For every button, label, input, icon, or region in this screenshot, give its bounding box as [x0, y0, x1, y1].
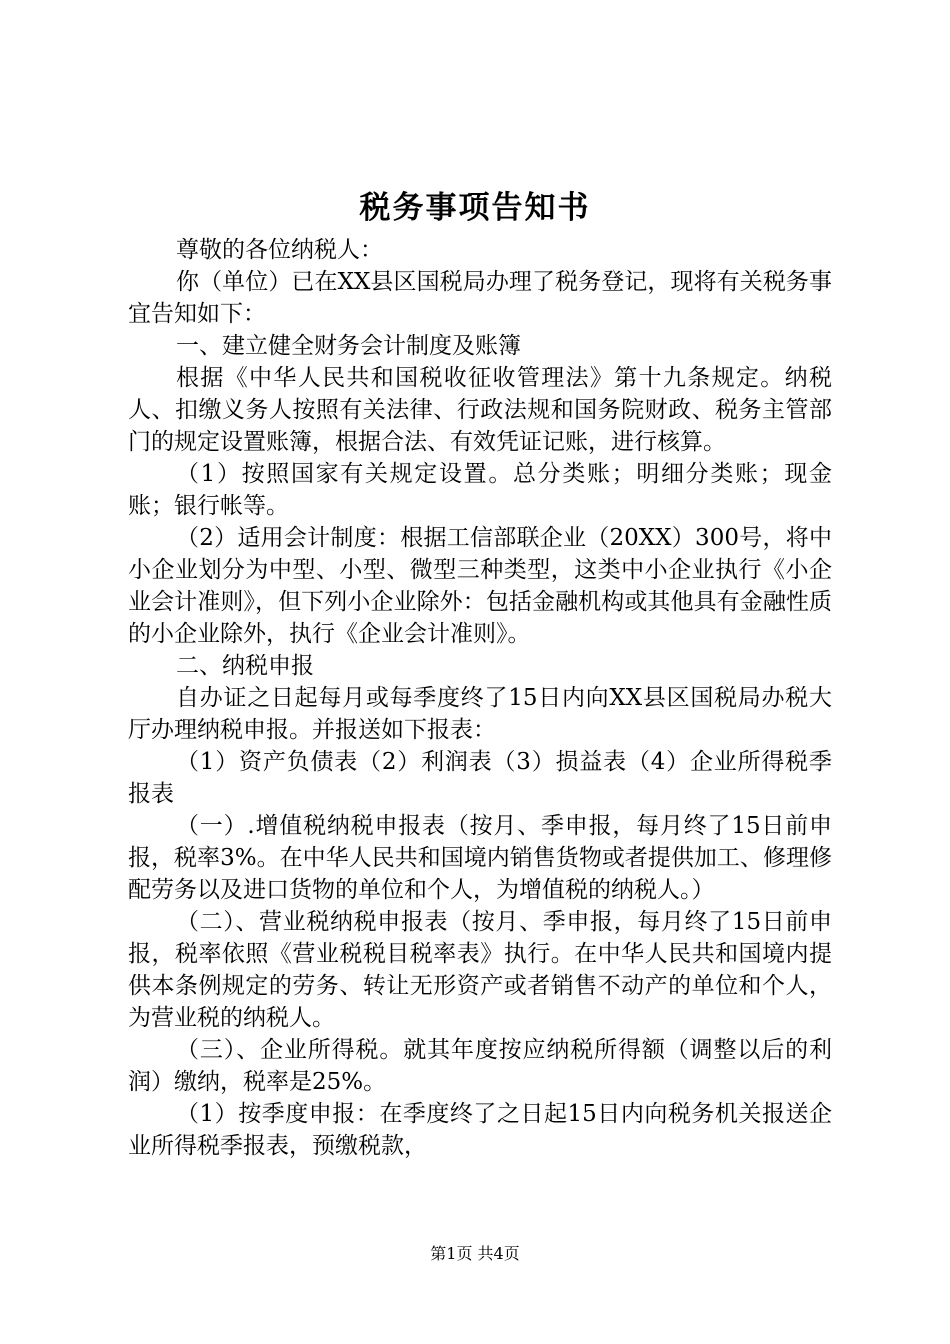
paragraph-business-tax: （二）、营业税纳税申报表（按月、季申报，每月终了15日前申报，税率依照《营业税税目税率表》执行。在中华人民共和国境内提供本条例规定的劳务、转让无形资产或者销售不动产的单位和个人，为营业税的纳税人。 — [128, 909, 832, 1031]
paragraph-intro: 你（单位）已在XX县区国税局办理了税务登记，现将有关税务事宜告知如下： — [128, 269, 832, 327]
paragraph-vat: （一）.增值税纳税申报表（按月、季申报，每月终了15日前申报，税率3%。在中华人民共和国境内销售货物或者提供加工、修理修配劳务以及进口货物的单位和个人，为增值税的纳税人。） — [128, 813, 832, 903]
paragraph-law-basis: 根据《中华人民共和国税收征收管理法》第十九条规定。纳税人、扣缴义务人按照有关法律、行政法规和国务院财政、税务主管部门的规定设置账簿，根据合法、有效凭证记账，进行核算。 — [128, 365, 832, 455]
paragraph-ledger-setup: （1）按照国家有关规定设置。总分类账；明细分类账；现金账；银行帐等。 — [128, 461, 832, 519]
paragraph-income-tax: （三）、企业所得税。就其年度按应纳税所得额（调整以后的利润）缴纳，税率是25%。 — [128, 1037, 832, 1095]
paragraph-filing-deadline: 自办证之日起每月或每季度终了15日内向XX县区国税局办税大厅办理纳税申报。并报送如下报表： — [128, 685, 832, 743]
section-heading-accounting: 一、建立健全财务会计制度及账簿 — [176, 333, 521, 359]
page-number-footer: 第1页 共4页 — [430, 1244, 520, 1263]
paragraph-report-list: （1）资产负债表（2）利润表（3）损益表（4）企业所得税季报表 — [128, 749, 832, 807]
paragraph-salutation: 尊敬的各位纳税人： — [176, 237, 383, 263]
document-title: 税务事项告知书 — [359, 190, 591, 226]
document-body — [128, 234, 832, 1162]
paragraph-quarterly-filing: （1）按季度申报：在季度终了之日起15日内向税务机关报送企业所得税季报表，预缴税款， — [128, 1101, 832, 1159]
paragraph-accounting-system: （2）适用会计制度：根据工信部联企业（20XX）300号，将中小企业划分为中型、小型、微型三种类型，这类中小企业执行《小企业会计准则》，但下列小企业除外：包括金融机构或其他具有金融性质的小企业除外，执行《企业会计准则》。 — [128, 525, 832, 647]
section-heading-tax-filing: 二、纳税申报 — [176, 653, 314, 679]
